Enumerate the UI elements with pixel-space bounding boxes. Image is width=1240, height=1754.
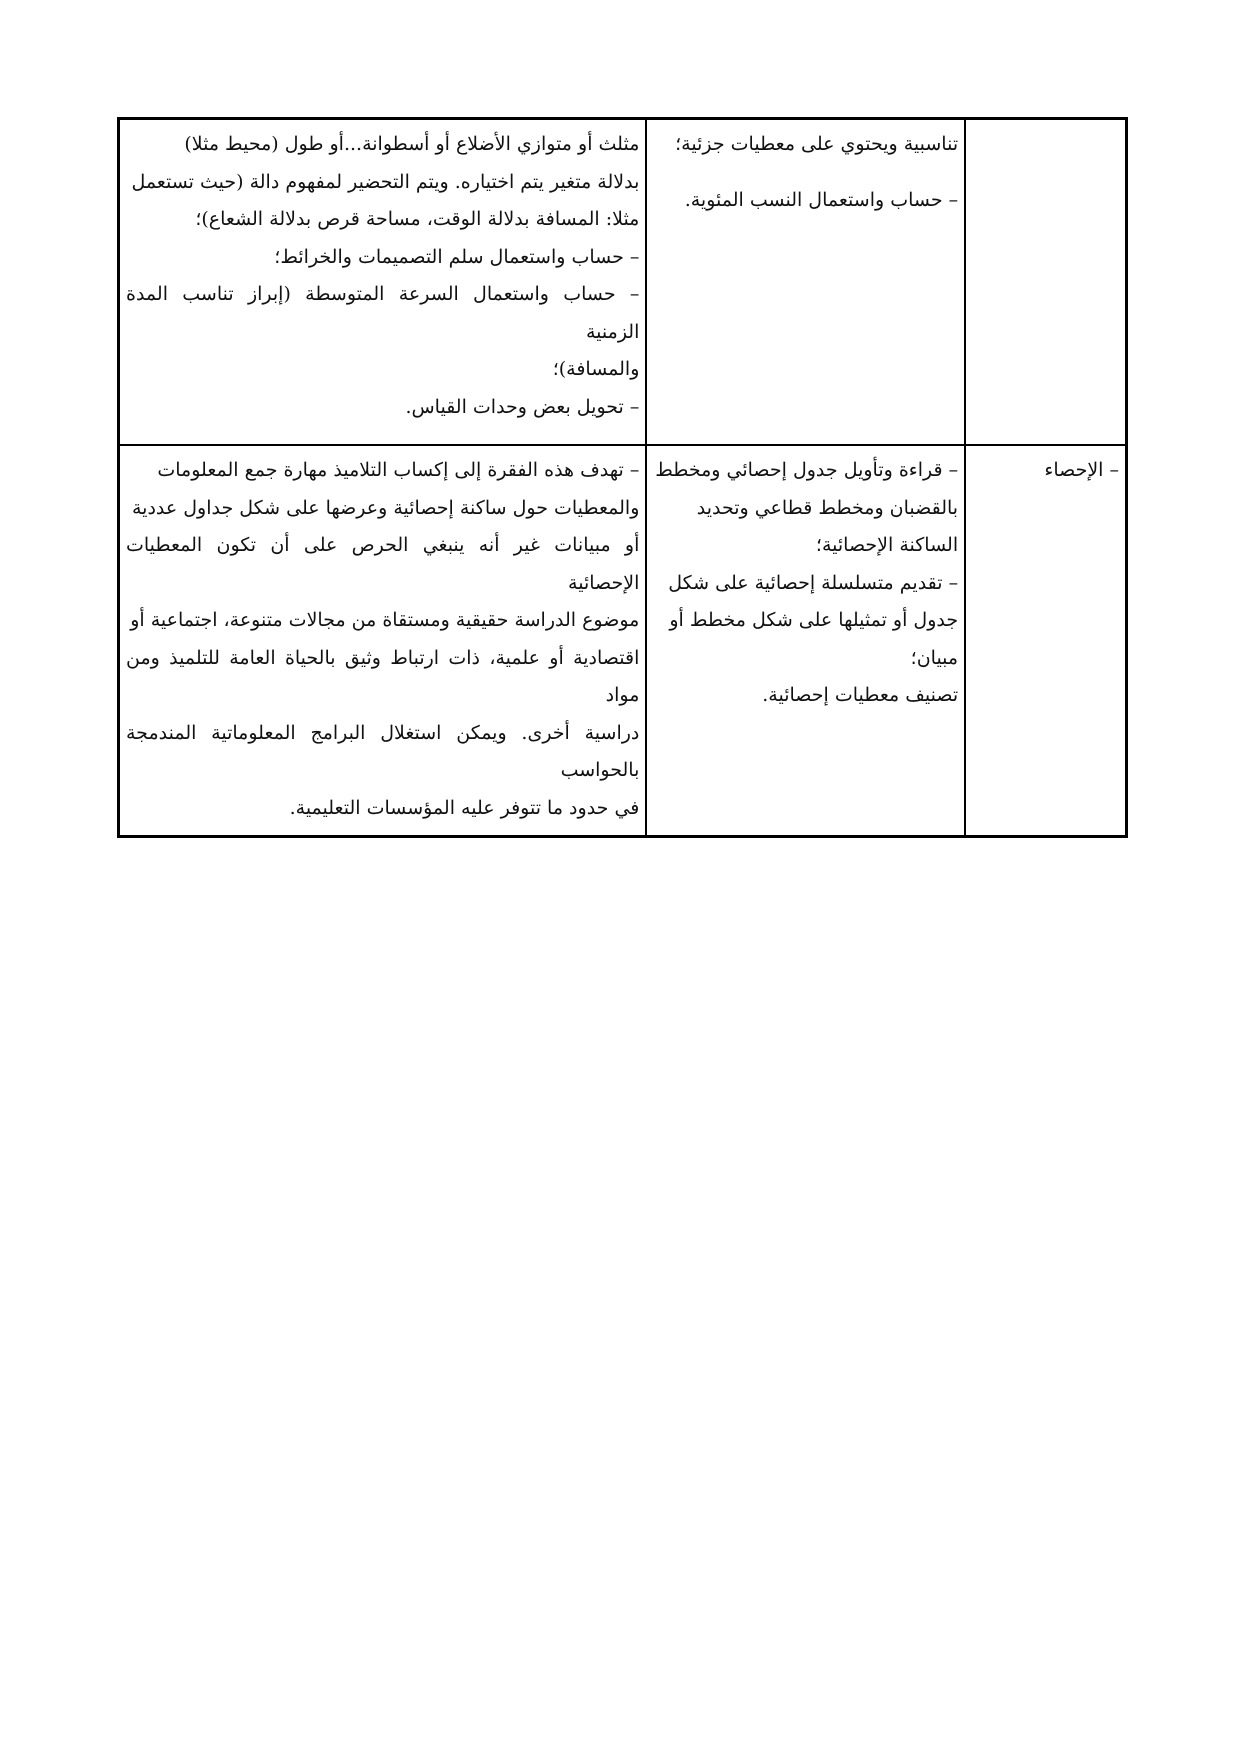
notes-line: موضوع الدراسة حقيقية ومستقاة من مجالات متنوعة، اجتماعية أو: [130, 609, 640, 631]
notes-line: أو مبيانات غير أنه ينبغي الحرص على أن تكون المعطيات الإحصائية: [126, 534, 640, 594]
skills-cell: [646, 119, 965, 446]
skills-line: تصنيف معطيات إحصائية.: [762, 684, 959, 706]
notes-line: والمعطيات حول ساكنة إحصائية وعرضها على شكل جداول عددية: [131, 496, 640, 519]
skills-line: جدول أو تمثيلها على شكل مخطط أو: [669, 609, 959, 631]
skills-cell: [646, 445, 965, 837]
curriculum-table: [117, 117, 1128, 838]
table-row: [119, 445, 1127, 837]
notes-line: دراسية أخرى. ويمكن استغلال البرامج المعلوماتية المندمجة بالحواسب: [126, 721, 640, 781]
skills-line: الساكنة الإحصائية؛: [815, 534, 959, 556]
skills-line: – تقديم متسلسلة إحصائية على شكل: [668, 571, 959, 594]
skills-line: تناسبية ويحتوي على معطيات جزئية؛: [675, 133, 959, 155]
skills-spacer: [653, 164, 958, 182]
notes-line: – حساب واستعمال السرعة المتوسطة (إبراز تناسب المدة الزمنية: [126, 283, 640, 343]
notes-line: والمسافة)؛: [552, 358, 640, 380]
notes-line: مثلا: المسافة بدلالة الوقت، مساحة قرص بدلالة الشعاع)؛: [195, 208, 640, 230]
table-row: [119, 119, 1127, 446]
notes-line: – حساب واستعمال سلم التصميمات والخرائط؛: [274, 245, 640, 268]
topic-cell: [965, 119, 1126, 446]
notes-line: اقتصادية أو علمية، ذات ارتباط وثيق بالحياة العامة للتلميذ ومن مواد: [126, 646, 640, 706]
skills-line: بالقضبان ومخطط قطاعي وتحديد: [696, 496, 959, 519]
notes-line: – تهدف هذه الفقرة إلى إكساب التلاميذ مهارة جمع المعلومات: [157, 459, 640, 481]
skills-line: – حساب واستعمال النسب المئوية.: [684, 188, 959, 211]
skills-line: مبيان؛: [910, 646, 959, 669]
notes-line: مثلث أو متوازي الأضلاع أو أسطوانة...أو طول (محيط مثلا): [184, 133, 640, 155]
notes-line: بدلالة متغير يتم اختياره. ويتم التحضير لمفهوم دالة (حيث تستعمل: [131, 170, 640, 193]
skills-line: – قراءة وتأويل جدول إحصائي ومخطط: [655, 459, 959, 481]
notes-cell: [119, 119, 647, 446]
topic-cell: – الإحصاء: [965, 445, 1126, 837]
notes-line: – تحويل بعض وحدات القياس.: [405, 395, 640, 418]
notes-cell: [119, 445, 647, 837]
notes-line: في حدود ما تتوفر عليه المؤسسات التعليمية.: [289, 796, 640, 819]
